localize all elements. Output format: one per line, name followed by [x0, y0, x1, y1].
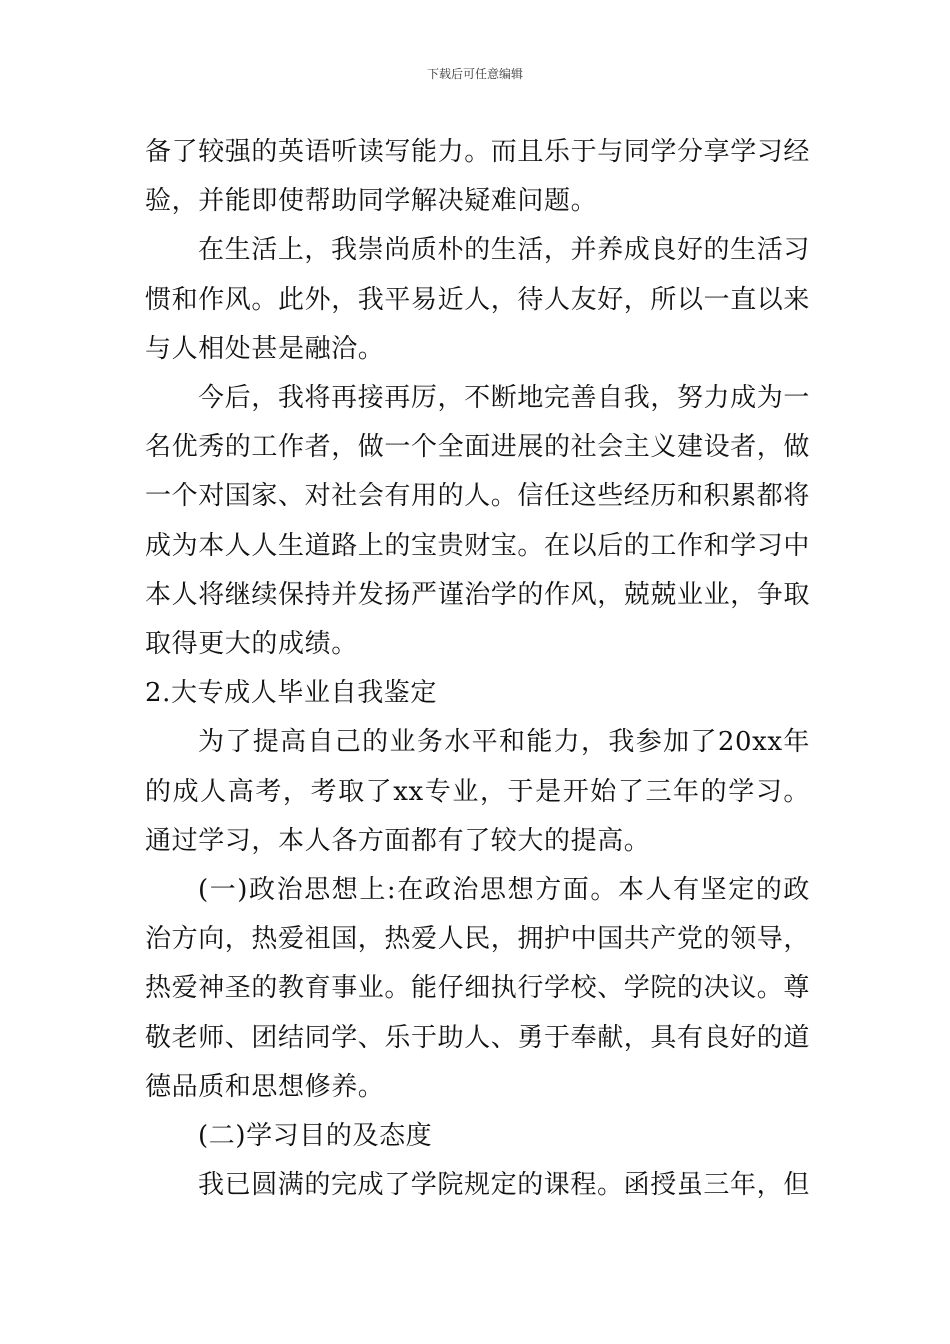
document-body [145, 128, 810, 1210]
paragraph-future: 今后，我将再接再厉，不断地完善自我，努力成为一名优秀的工作者，做一个全面进展的社会主义建设者，做一个对国家、对社会有用的人。信任这些经历和积累都将成为本人人生道路上的宝贵财宝。在以后的工作和学习中本人将继续保持并发扬严谨治学的作风，兢兢业业，争取取得更大的成绩。 [145, 383, 811, 660]
paragraph-life: 在生活上，我崇尚质朴的生活，并养成良好的生活习惯和作风。此外，我平易近人，待人友好，所以一直以来与人相处甚是融洽。 [145, 235, 811, 364]
page-header: 下载后可任意编辑 [426, 67, 523, 81]
paragraph-intro: 为了提高自己的业务水平和能力，我参加了20xx年的成人高考，考取了xx专业，于是开始了三年的学习。通过学习，本人各方面都有了较大的提高。 [145, 727, 810, 856]
paragraph-english-skills: 备了较强的英语听读写能力。而且乐于与同学分享学习经验，并能即使帮助同学解决疑难问题。 [145, 137, 811, 217]
section-heading: 2.大专成人毕业自我鉴定 [145, 678, 438, 709]
subheading-study-attitude: (二)学习目的及态度 [198, 1121, 433, 1152]
paragraph-courses: 我已圆满的完成了学院规定的课程。函授虽三年，但 [198, 1170, 810, 1201]
paragraph-political: (一)政治思想上:在政治思想方面。本人有坚定的政治方向，热爱祖国，热爱人民，拥护中国共产党的领导，热爱神圣的教育事业。能仔细执行学校、学院的决议。尊敬老师、团结同学、乐于助人、勇于奉献，具有良好的道德品质和思想修养。 [145, 875, 811, 1102]
